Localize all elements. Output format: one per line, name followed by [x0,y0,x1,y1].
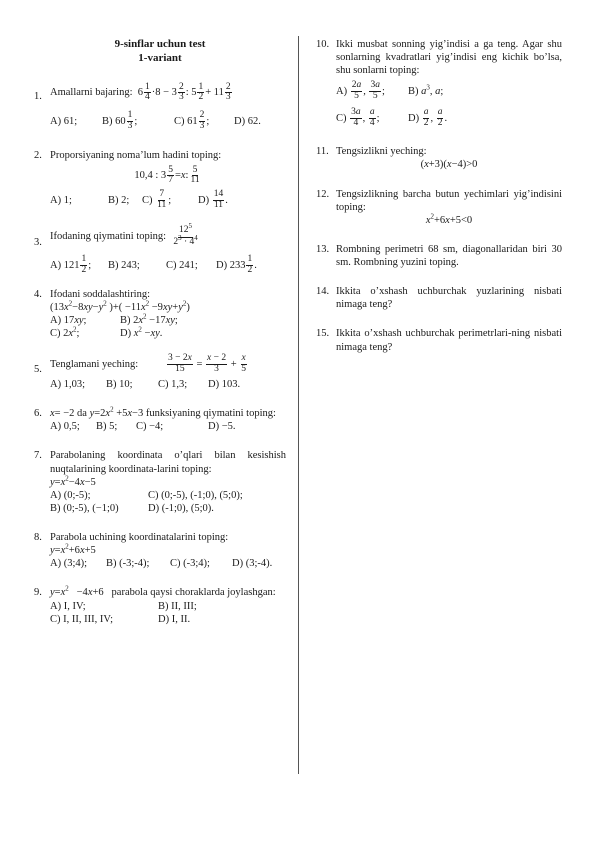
question-14: 14. Ikkita o’xshash uchburchak yuzlarining nisbati nimaga teng? [316,286,562,311]
question-8: 8. Parabola uchining koordinatalarini toping: $y=x^2+6x+5$ A) (3;4); B) (-3;-4); C) (-3;4); D) (3;-4). [34,531,286,570]
question-14-prompt: Ikkita o’xshash uchburchak yuzlarining nisbati nimaga teng? [336,286,562,311]
question-4-prompt: Ifodani soddalashtiring: [50,288,151,300]
question-2: 2. Proporsiyaning noma’lum hadini toping: 10,4 : 3 $\frac{5}{7}$ = x : $\frac{5}{11}$ A) 1; B) 2; C) $\frac{7}{11}$ ; D) $\frac{14}{11}$ . [34,149,286,211]
answer-c: C) −4; [136,421,164,433]
answer-c: C) 61 $\frac{2}{3}$ ; [174,110,210,132]
question-8-equation: $y=x^2+6x+5$ [50,542,96,557]
answer-d: D) 233 $\frac{1}{2}$ . [216,253,257,275]
question-13-prompt: Rombning perimetri 68 sm, diagonallaridan biri 30 sm. Rombning yuzini toping. [336,243,562,268]
question-2-answers [50,190,286,211]
question-3-expression: Ifodaning qiymatini toping: $\frac{12^5}{2^3 \cdot 4^4}$ [50,222,198,247]
answer-d: D) (-1;0), (5;0). [148,502,214,514]
question-3-answers [50,255,286,276]
answer-b: B) 10; [106,379,133,390]
answer-a: A) (3;4); [50,558,88,570]
answer-c: C) $\frac{7}{11}$ ; [142,189,172,211]
answer-b: B) 243; [108,259,140,271]
answer-a: A) I, IV; [50,600,86,612]
answer-b: B) II, III; [158,600,197,612]
answer-a: A) 0,5; [50,421,80,433]
answer-c: C) 241; [166,259,198,271]
question-12-inequality: $x^2+6x+5<0$ [425,212,473,226]
question-6-prompt: x= −2 da $y=2x^2 +5x-3$ funksiyaning qiymatini toping: [50,405,276,420]
question-1-answers [50,111,286,132]
answer-a: A) 1,03; [50,379,85,390]
question-5-answers [50,378,286,391]
answer-d: D) (3;-4). [232,558,273,570]
variant-title: 1-variant [138,51,182,64]
answer-b: B) $2x^2 -17xy$; [120,312,178,326]
question-4: 4. Ifodani soddalashtiring: ($13x^2-8xy-y^2$ )+( $-11x^2 -9xy+y^2$) A) 17xy; B) $2x^2 -17xy$; C) $2x^2$; D) $x^2 -xy$. [34,288,286,341]
answer-b: B) 2; [108,195,130,207]
question-12: 12. Tengsizlikning barcha butun yechimlari yig’indisini toping: $x^2+6x+5<0$ [316,188,562,226]
answer-d: D) $x^2 -xy$. [120,325,163,339]
answer-d: D) 62. [234,116,261,128]
question-9: 9. $y=x^2 -4x+6$ parabola qaysi choraklarda joylashgan: A) I, IV; B) II, III; C) I, II, III, IV; D) I, II. [34,586,286,625]
answer-c: C) (-3;4); [170,558,210,570]
question-11-inequality: (x+3)(x−4)>0 [420,159,478,171]
answer-b: B) (0;-5), (−1;0) [50,502,119,514]
answer-a: A) (0;-5); [50,489,91,501]
question-4-expression: ($13x^2-8xy-y^2$ )+( $-11x^2 -9xy+y^2$) [50,299,190,313]
answer-a: A) 121 $\frac{1}{2}$ ; [50,253,92,275]
question-11: 11. Tengsizlikni yeching: (x+3)(x−4)>0 [316,145,562,171]
question-4-answers-2 [50,327,286,340]
question-7-answers-1 [50,489,286,502]
question-9-answers-1 [50,600,286,613]
question-9-answers-2 [50,613,286,626]
answer-d: D) −5. [208,421,236,433]
question-4-answers-1 [50,314,286,327]
answer-d: D) $\frac{a}{2}$ , $\frac{a}{2}$ . [408,107,448,129]
question-6-answers [50,420,286,433]
question-15-prompt: Ikkita o’xshash uchburchak perimetrlari-ning nisbati nimaga teng? [336,328,562,353]
question-12-prompt: Tengsizlikning barcha butun yechimlari yig’indisini toping: [336,188,562,213]
question-7-prompt: Parabolaning koordinata o’qlari bilan kesishish nuqtalarining koordinata-larini toping: [50,450,286,475]
column-divider [298,36,299,774]
question-5: 5. Tenglamani yeching: $\frac{3 - 2x}{15}$ = $\frac{x - 2}{3}$ + $\frac{x}{5}$ A) 1,03; B) 10; C) 1,3; D) 103. [34,354,286,391]
question-9-prompt: $y=x^2 -4x+6$ parabola qaysi choraklarda joylashgan: [50,584,276,599]
question-1: 1. Amallarni bajaring: 6 $\frac{1}{4}$ ·8 − 3 $\frac{2}{3}$ : 5 $\frac{1}{2}$ + 11 $\frac{2}{3}$ A) 61; B) 60 $\frac{1}{3}$ ; C) 61 $\frac{2}{3}$ ; D) 62. [34,83,286,133]
question-1-expression: Amallarni bajaring: 6 $\frac{1}{4}$ ·8 − 3 $\frac{2}{3}$ : 5 $\frac{1}{2}$ + 11 $\frac{2}{3}$ [50,81,231,103]
answer-a: A) 17xy; [50,314,87,326]
answer-d: D) $\frac{14}{11}$ . [198,189,228,211]
answer-b: B) $a^3$, a; [408,83,444,98]
question-5-expression: Tenglamani yeching: $\frac{3 - 2x}{15}$ = $\frac{x - 2}{3}$ + $\frac{x}{5}$ [50,353,246,375]
answer-c: C) 1,3; [158,379,188,390]
question-10-answers-1 [336,81,562,102]
question-7-answers-2 [50,502,286,515]
answer-a: A) $\frac{2a}{5}$ , $\frac{3a}{5}$ ; [336,80,385,102]
question-8-answers [50,557,286,570]
question-15: 15. Ikkita o’xshash uchburchak perimetrlari-ning nisbati nimaga teng? [316,328,562,353]
question-7-equation: $y=x^2-4x-5$ [50,474,96,488]
answer-b: B) (-3;-4); [106,558,150,570]
test-title: 9-sinflar uchun test [114,38,206,50]
question-2-prompt: Proporsiyaning noma’lum hadini toping: [50,150,222,162]
question-10: 10. Ikki musbat sonning yig’indisi a ga teng. Agar shu sonlarning kvadratlari yig’indisi eng kichik bo’lsa, shu sonlarni toping: A) $\frac{2a}{5}$ , $\frac{3a}{5}$ ; B) $a^3$, a; C) $\frac{3a}{4}$ , $\frac{a}{4}$ ; D) $\frac{a}{2}$ , $\frac{a}{2}$ . [316,39,562,129]
answer-a: A) 1; [50,195,72,207]
question-10-prompt: Ikki musbat sonning yig’indisi a ga teng. Agar shu sonlarning kvadratlari yig’indisi eng kichik bo’lsa, shu sonlarni toping: [336,39,562,77]
right-column [316,38,562,354]
answer-c: C) (0;-5), (-1;0), (5;0); [148,489,243,501]
question-7: 7. Parabolaning koordinata o’qlari bilan kesishish nuqtalarining koordinata-larini toping: $y=x^2-4x-5$ A) (0;-5); C) (0;-5), (-1;0), (5;0); B) (0;-5), (−1;0) D) (-1;0), (5;0). [34,450,286,514]
answer-c: C) I, II, III, IV; [50,613,114,625]
answer-d: D) I, II. [158,613,191,625]
answer-c: C) $2x^2$; [50,325,80,339]
question-11-prompt: Tengsizlikni yeching: [336,146,427,158]
question-10-answers-2 [336,108,562,129]
left-column [34,38,286,626]
question-8-prompt: Parabola uchining koordinatalarini toping: [50,532,229,543]
question-2-expression: 10,4 : 3 $\frac{5}{7}$ = x : $\frac{5}{11}$ [134,164,200,186]
question-3: 3. Ifodaning qiymatini toping: $\frac{12^5}{2^3 \cdot 4^4}$ A) 121 $\frac{1}{2}$ ; B) 243; C) 241; D) 233 $\frac{1}{2}$ . [34,226,286,275]
answer-b: B) 5; [96,421,118,433]
answer-a: A) 61; [50,116,78,128]
answer-d: D) 103. [208,379,241,390]
answer-b: B) 60 $\frac{1}{3}$ ; [102,110,138,132]
answer-c: C) $\frac{3a}{4}$ , $\frac{a}{4}$ ; [336,107,380,129]
question-13: 13. Rombning perimetri 68 sm, diagonallaridan biri 30 sm. Rombning yuzini toping. [316,243,562,268]
question-6: 6. x= −2 da $y=2x^2 +5x-3$ funksiyaning qiymatini toping: A) 0,5; B) 5; C) −4; D) −5. [34,407,286,433]
